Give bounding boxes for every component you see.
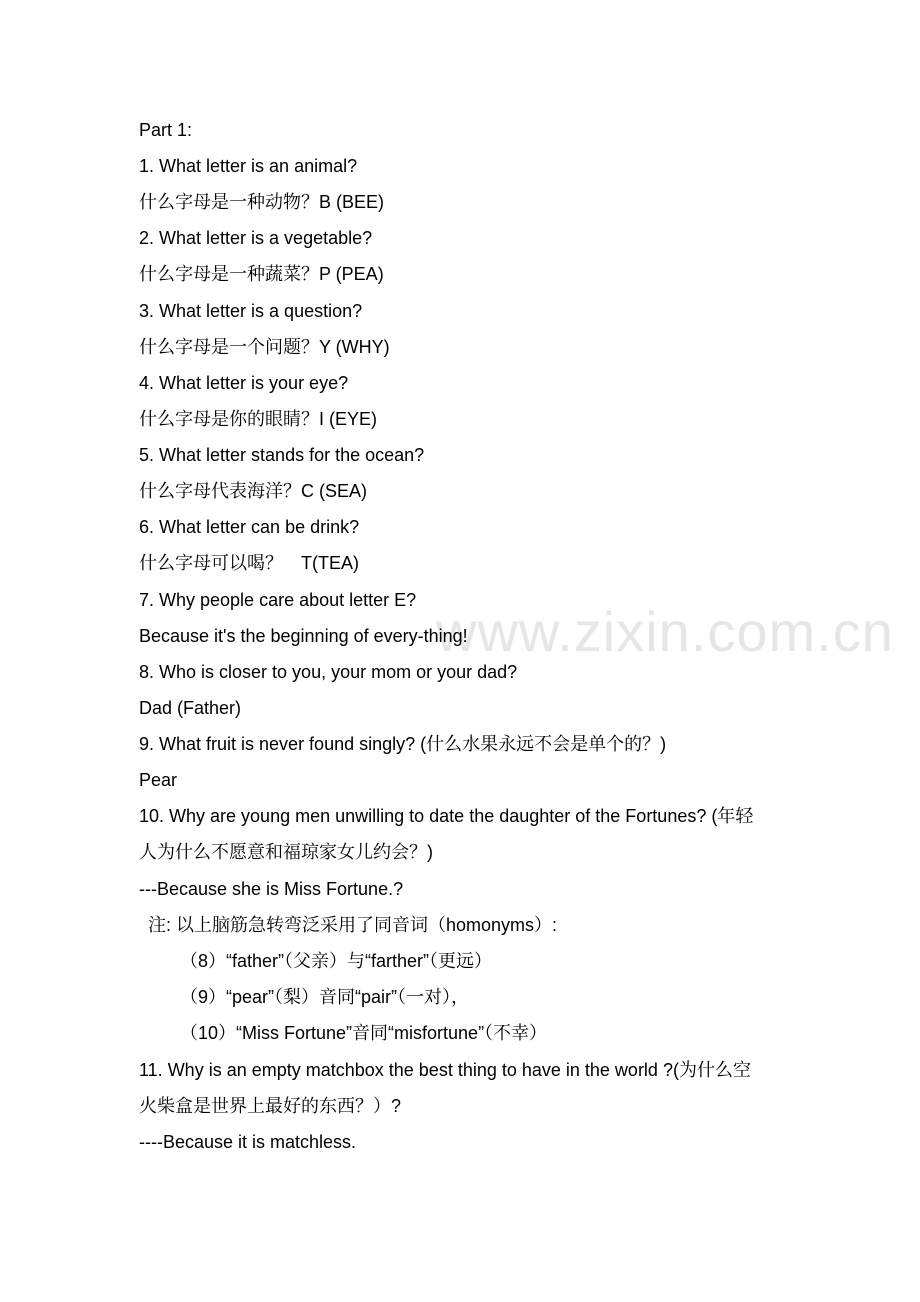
question-7: 7. Why people care about letter E? bbox=[139, 590, 417, 610]
question-4: 4. What letter is your eye? bbox=[139, 373, 349, 393]
answer-6: 什么字母可以喝？ T(TEA) bbox=[139, 553, 359, 573]
note-item-10: （10）“Miss Fortune”音同“misfortune”（不幸） bbox=[180, 1023, 548, 1043]
section-heading: Part 1: bbox=[139, 120, 193, 140]
question-10-continued: 人为什么不愿意和福琼家女儿约会？) bbox=[139, 842, 433, 862]
note-heading: 注: 以上脑筋急转弯泛采用了同音词（homonyms）: bbox=[148, 915, 558, 935]
question-1: 1. What letter is an animal? bbox=[139, 156, 358, 176]
answer-11: ----Because it is matchless. bbox=[139, 1132, 357, 1152]
question-5: 5. What letter stands for the ocean? bbox=[139, 445, 425, 465]
question-2: 2. What letter is a vegetable? bbox=[139, 228, 373, 248]
answer-10: ---Because she is Miss Fortune.? bbox=[139, 879, 404, 899]
answer-9: Pear bbox=[139, 770, 178, 790]
question-3: 3. What letter is a question? bbox=[139, 301, 363, 321]
answer-7: Because it's the beginning of every-thing! bbox=[139, 626, 468, 646]
question-8: 8. Who is closer to you, your mom or your dad? bbox=[139, 662, 518, 682]
answer-3: 什么字母是一个问题？Y (WHY) bbox=[139, 337, 390, 357]
watermark: www.zixin.com.cn bbox=[436, 600, 894, 663]
answer-1: 什么字母是一种动物？B (BEE) bbox=[139, 192, 385, 212]
question-11-continued: 火柴盒是世界上最好的东西？）? bbox=[139, 1096, 402, 1116]
answer-4: 什么字母是你的眼睛？I (EYE) bbox=[139, 409, 378, 429]
question-11: 11. Why is an empty matchbox the best thing to have in the world ?(为什么空 bbox=[139, 1060, 751, 1080]
note-item-9: （9）“pear”（梨）音同“pair”（一对）， bbox=[180, 987, 470, 1007]
answer-2: 什么字母是一种蔬菜？P (PEA) bbox=[139, 264, 384, 284]
question-6: 6. What letter can be drink? bbox=[139, 517, 360, 537]
answer-8: Dad (Father) bbox=[139, 698, 242, 718]
note-item-8: （8）“father”（父亲）与“farther”（更远） bbox=[180, 951, 493, 971]
answer-5: 什么字母代表海洋？C (SEA) bbox=[139, 481, 368, 501]
question-9: 9. What fruit is never found singly? (什么水果永远不会是单个的？) bbox=[139, 734, 667, 754]
question-10: 10. Why are young men unwilling to date the daughter of the Fortunes? (年轻 bbox=[139, 806, 754, 826]
